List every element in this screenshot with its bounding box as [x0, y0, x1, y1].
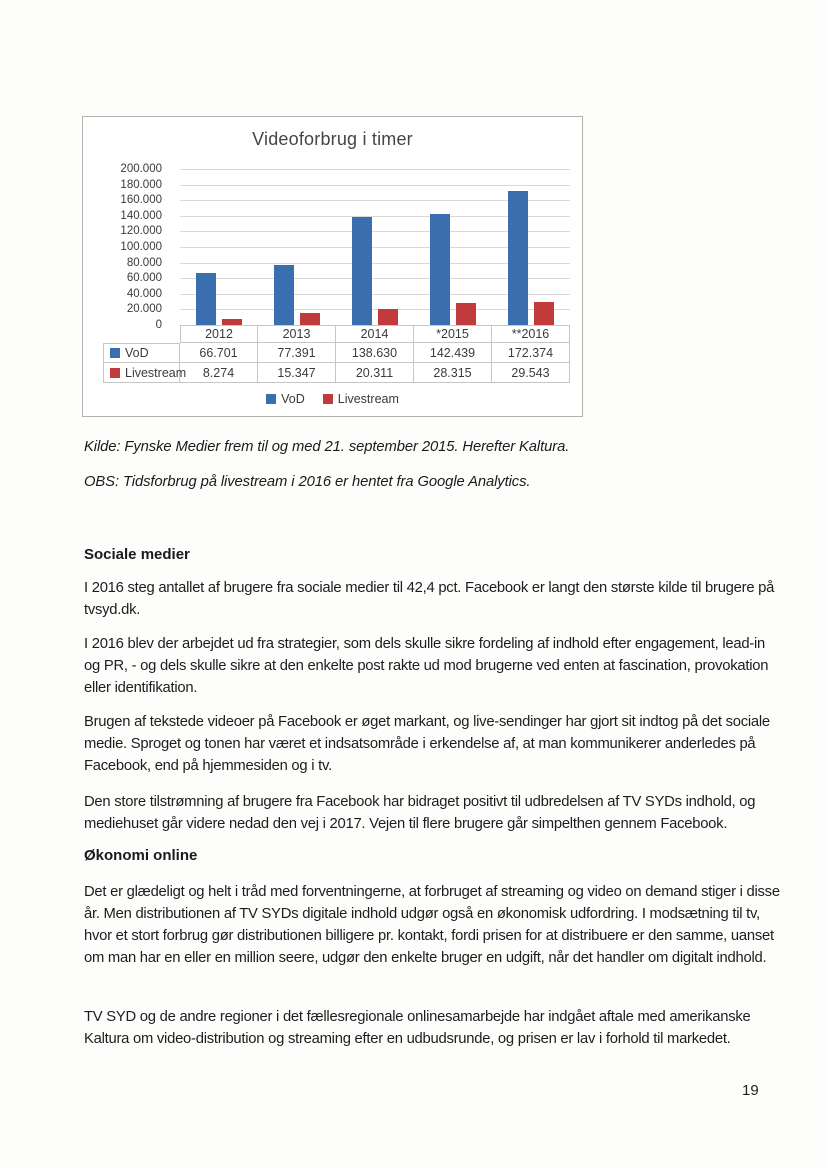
chart-title: Videoforbrug i timer — [252, 129, 413, 149]
value-cell: 138.630 — [336, 343, 414, 363]
value-cell: 66.701 — [180, 343, 258, 363]
legend-item-livestream: Livestream — [323, 392, 399, 406]
paragraph: I 2016 blev der arbejdet ud fra strategier, som dels skulle sikre fordeling af indhold efter engagement, lead-in og PR, - og dels skulle sikre at den enkelte post rakte ud mod brugerne ved enten at fascination, provokation eller identifikation. — [84, 636, 769, 696]
table-corner-cell — [103, 325, 180, 343]
table-row-vod — [103, 343, 570, 363]
y-axis-tick-label: 160.000 — [120, 194, 162, 206]
table-row-livestream — [103, 363, 570, 383]
y-axis-tick-label: 40.000 — [126, 288, 162, 300]
y-axis-tick-label: 60.000 — [126, 272, 162, 284]
obs-note: OBS: Tidsforbrug på livestream i 2016 er hentet fra Google Analytics. — [84, 474, 531, 490]
bar-livestream-2016 — [534, 302, 554, 325]
series-label-cell: Livestream — [103, 363, 180, 383]
bar-livestream-2014 — [378, 309, 398, 325]
bar-livestream-2015 — [456, 303, 476, 325]
table-row-years — [103, 325, 570, 343]
year-header-cell: *2015 — [414, 325, 492, 343]
y-axis-tick-label: 100.000 — [120, 241, 162, 253]
chart-plot — [180, 169, 570, 325]
year-header-cell: 2012 — [180, 325, 258, 343]
y-axis-tick-label: 80.000 — [126, 257, 162, 269]
section-heading-sociale-medier: Sociale medier — [84, 546, 190, 563]
year-header-cell: 2014 — [336, 325, 414, 343]
bar-vod-2012 — [196, 273, 216, 325]
value-cell: 142.439 — [414, 343, 492, 363]
value-cell: 28.315 — [414, 363, 492, 383]
bar-vod-2016 — [508, 191, 528, 325]
section-heading-okonomi-online: Økonomi online — [84, 847, 198, 864]
paragraph: TV SYD og de andre regioner i det fællesregionale onlinesamarbejde har indgået aftale med amerikanske Kaltura om video-distribution og streaming efter en udbudsrunde, og prisen er lav i forhold til markedet. — [84, 1009, 751, 1047]
gridline — [180, 169, 570, 170]
bar-vod-2014 — [352, 217, 372, 325]
bar-vod-2015 — [430, 214, 450, 325]
chart-y-axis — [83, 163, 171, 331]
y-axis-tick-label: 20.000 — [126, 303, 162, 315]
legend-swatch-icon — [323, 394, 333, 404]
legend-swatch-icon — [110, 348, 120, 358]
gridline — [180, 185, 570, 186]
paragraph: Brugen af tekstede videoer på Facebook er øget markant, og live-sendinger har gjort sit indtog på det sociale medie. Sproget og tonen har været et indsatsområde i erkendelse af, at man kommunikerer anderledes på Facebook, end på hjemmesiden og i tv. — [84, 714, 770, 774]
value-cell: 77.391 — [258, 343, 336, 363]
value-cell: 15.347 — [258, 363, 336, 383]
y-axis-tick-label: 0 — [155, 319, 162, 331]
chart-legend — [83, 392, 582, 406]
paragraph: I 2016 steg antallet af brugere fra sociale medier til 42,4 pct. Facebook er langt den største kilde til brugere på tvsyd.dk. — [84, 580, 775, 618]
y-axis-tick-label: 120.000 — [120, 225, 162, 237]
series-label-cell: VoD — [103, 343, 180, 363]
year-header-cell: 2013 — [258, 325, 336, 343]
paragraph: Den store tilstrømning af brugere fra Facebook har bidraget positivt til udbredelsen af TV SYDs indhold, og mediehuset går videre nedad den vej i 2017. Vejen til flere brugere går simpelthen gennem Facebook. — [84, 794, 756, 832]
year-header-cell: **2016 — [492, 325, 570, 343]
bar-livestream-2013 — [300, 313, 320, 325]
value-cell: 172.374 — [492, 343, 570, 363]
chart — [82, 116, 583, 417]
chart-data-table — [103, 325, 570, 383]
bar-vod-2013 — [274, 265, 294, 325]
page-number: 19 — [742, 1082, 759, 1099]
legend-swatch-icon — [266, 394, 276, 404]
value-cell: 29.543 — [492, 363, 570, 383]
legend-swatch-icon — [110, 368, 120, 378]
paragraph: Det er glædeligt og helt i tråd med forventningerne, at forbruget af streaming og video on demand stiger i disse år. Men distributionen af TV SYDs digitale indhold udgør også en økonomisk udfordring. I modsætning til tv, hvor et stort forbrug gør distributionen billigere pr. kontakt, fordi prisen for at distribuere er den samme, uanset om man har en eller en million seere, udgør den enkelte bruger en udgift, når det handler om digitalt indhold. — [84, 884, 780, 966]
legend-item-vod: VoD — [266, 392, 305, 406]
y-axis-tick-label: 180.000 — [120, 179, 162, 191]
source-note: Kilde: Fynske Medier frem til og med 21. september 2015. Herefter Kaltura. — [84, 439, 570, 455]
value-cell: 8.274 — [180, 363, 258, 383]
y-axis-tick-label: 200.000 — [120, 163, 162, 175]
y-axis-tick-label: 140.000 — [120, 210, 162, 222]
value-cell: 20.311 — [336, 363, 414, 383]
